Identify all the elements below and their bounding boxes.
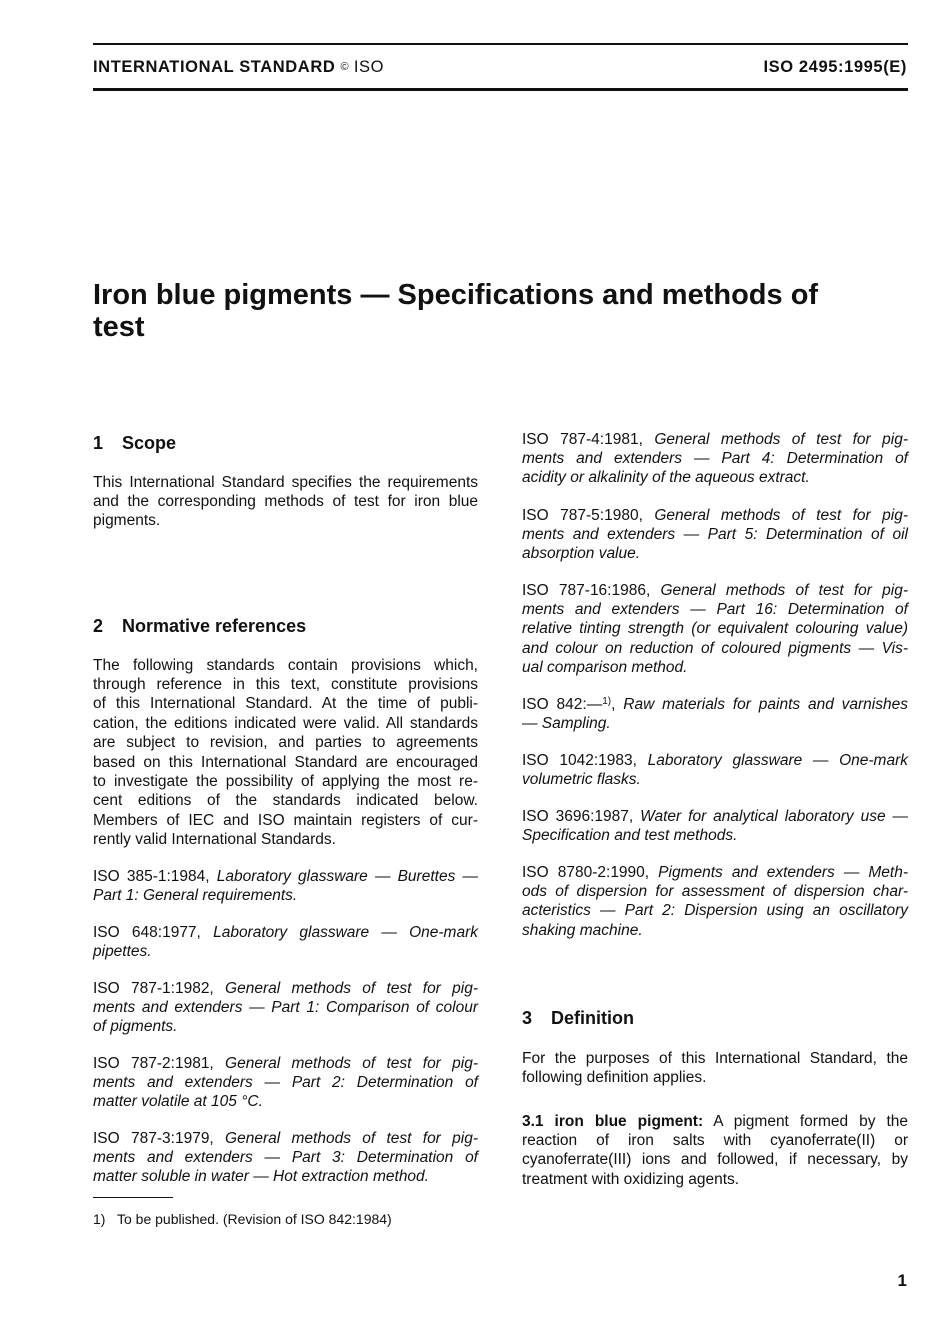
italic-text: General methods of test for pig- <box>225 1129 478 1147</box>
text-line <box>522 901 908 920</box>
text-line <box>522 600 908 619</box>
text-line <box>93 1054 478 1073</box>
italic-text: — Sampling. <box>522 714 611 732</box>
text-line <box>522 1068 908 1087</box>
text-run: ISO 648:1977, <box>93 923 214 941</box>
reference-entry <box>522 695 908 734</box>
text-line <box>93 656 478 675</box>
text-line <box>93 511 478 530</box>
text-run: reaction of iron salts with cyanoferrate(II) or <box>522 1131 908 1149</box>
text-line <box>93 979 478 998</box>
text-line <box>93 1092 478 1111</box>
reference-entry <box>93 923 478 962</box>
text-run: cyanoferrate(III) ions and followed, if necessary, by <box>522 1151 908 1169</box>
italic-text: and colour on reduction of coloured pigments — Vis- <box>522 639 908 657</box>
text-run: ISO 787-16:1986, <box>522 581 661 599</box>
text-run: Members of IEC and ISO maintain registers of cur- <box>93 811 478 829</box>
text-line <box>93 753 478 772</box>
italic-text: absorption value. <box>522 545 641 563</box>
text-line <box>522 619 908 638</box>
italic-text: General methods of test for pig- <box>654 506 908 524</box>
text-run: This International Standard specifies the requirements <box>93 473 478 491</box>
italic-text: Part 1: General requirements. <box>93 886 298 904</box>
text-line <box>93 1148 478 1167</box>
italic-text: ments and extenders — Part 3: Determination of <box>93 1148 478 1166</box>
italic-text: matter volatile at 105 °C. <box>93 1093 263 1111</box>
text-run: , <box>611 695 624 713</box>
text-line <box>93 886 478 905</box>
reference-entry <box>522 807 908 846</box>
italic-text: shaking machine. <box>522 921 643 939</box>
text-line <box>93 492 478 511</box>
text-run: rently valid International Standards. <box>93 831 336 849</box>
reference-entry <box>93 1054 478 1112</box>
italic-text: acidity or alkalinity of the aqueous extract. <box>522 469 810 487</box>
text-line <box>522 658 908 677</box>
section-title: Normative references <box>122 616 307 636</box>
text-run: ISO 787-5:1980, <box>522 506 655 524</box>
text-line <box>522 430 908 449</box>
text-line <box>93 694 478 713</box>
bold-text: iron blue pigment: <box>554 1112 704 1130</box>
text-line <box>522 1170 908 1189</box>
document-title: Iron blue pigments — Specifications and methods of test <box>93 279 819 343</box>
text-line <box>522 449 908 468</box>
text-line <box>522 714 908 733</box>
text-line <box>522 695 908 714</box>
text-run: ISO 787-1:1982, <box>93 979 226 997</box>
italic-text: Laboratory glassware — Burettes — <box>216 867 478 885</box>
text-line <box>522 639 908 658</box>
italic-text: acteristics — Part 2: Dispersion using an oscillatory <box>522 902 908 920</box>
text-line <box>522 506 908 525</box>
italic-text: General methods of test for pig- <box>225 1054 478 1072</box>
reference-entry <box>93 867 478 906</box>
header-top-rule <box>93 43 908 45</box>
header-standard-type: INTERNATIONAL STANDARD <box>93 58 336 76</box>
reference-entry <box>522 506 908 564</box>
text-line <box>93 811 478 830</box>
italic-text: matter soluble in water — Hot extraction method. <box>93 1168 429 1186</box>
footnote-rule <box>93 1197 173 1198</box>
normative-references-intro <box>93 656 478 850</box>
italic-text: Laboratory glassware — One-mark <box>647 751 908 769</box>
text-run: ISO 787-4:1981, <box>522 430 655 448</box>
reference-entry <box>522 751 908 790</box>
text-line <box>522 581 908 600</box>
section-title: Definition <box>551 1008 634 1028</box>
text-line <box>522 1131 908 1150</box>
reference-entry <box>522 581 908 678</box>
text-line <box>93 772 478 791</box>
italic-text: ods of dispersion for assessment of dispersion char- <box>522 882 908 900</box>
text-line <box>522 882 908 901</box>
text-line <box>522 468 908 487</box>
italic-text: Raw materials for paints and varnishes <box>623 695 908 713</box>
text-line <box>93 473 478 492</box>
text-line <box>93 791 478 810</box>
text-run: A pigment formed by the <box>703 1112 908 1130</box>
section-2-heading <box>93 615 306 637</box>
text-line <box>522 770 908 789</box>
header-document-id: ISO 2495:1995(E) <box>763 58 907 76</box>
text-line <box>522 826 908 845</box>
section-number: 3 <box>522 1008 533 1028</box>
italic-text: Laboratory glassware — One-mark <box>213 923 478 941</box>
text-line <box>522 751 908 770</box>
text-line <box>93 942 478 961</box>
section-number: 1 <box>93 433 104 453</box>
italic-text: volumetric flasks. <box>522 770 641 788</box>
text-run: ISO 787-2:1981, <box>93 1054 226 1072</box>
italic-text: Specification and test methods. <box>522 826 738 844</box>
reference-entry <box>93 979 478 1037</box>
text-run: ISO 1042:1983, <box>522 751 648 769</box>
text-run: ISO 385-1:1984, <box>93 867 217 885</box>
reference-entry <box>93 1129 478 1187</box>
text-line <box>93 1073 478 1092</box>
text-run: following definition applies. <box>522 1068 707 1086</box>
text-line <box>522 525 908 544</box>
text-run: ISO 787-3:1979, <box>93 1129 226 1147</box>
text-line <box>93 867 478 886</box>
text-run: through reference in this text, constitute provisions <box>93 675 478 693</box>
text-line <box>522 1112 908 1131</box>
italic-text: ual comparison method. <box>522 659 688 677</box>
italic-text: ments and extenders — Part 4: Determination of <box>522 449 908 467</box>
header-bottom-rule <box>93 88 908 91</box>
text-run: ISO 842:— <box>522 695 603 713</box>
header-standard-label <box>93 57 384 77</box>
text-line <box>93 830 478 849</box>
text-run: treatment with oxidizing agents. <box>522 1170 740 1188</box>
text-run: cation, the editions indicated were valid. All standards <box>93 714 478 732</box>
bold-text: 3.1 <box>522 1112 555 1130</box>
header-organization: ISO <box>353 58 385 76</box>
text-line <box>93 1129 478 1148</box>
copyright-symbol: © <box>340 61 349 73</box>
text-run: pigments. <box>93 512 161 530</box>
italic-text: ments and extenders — Part 2: Determination of <box>93 1073 478 1091</box>
page-number: 1 <box>897 1271 907 1290</box>
text-run: and the corresponding methods of test for iron blue <box>93 492 478 510</box>
italic-text: Pigments and extenders — Meth- <box>658 863 909 881</box>
text-line <box>93 1017 478 1036</box>
text-run: For the purposes of this International Standard, the <box>522 1049 908 1067</box>
footnote-marker: 1) <box>93 1211 106 1227</box>
text-line <box>522 1150 908 1169</box>
italic-text: of pigments. <box>93 1018 178 1036</box>
section-title: Scope <box>122 433 177 453</box>
footnote <box>93 1210 392 1228</box>
text-line <box>93 923 478 942</box>
text-run: cent editions of the standards indicated below. <box>93 792 478 810</box>
text-line <box>93 714 478 733</box>
scope-paragraph <box>93 473 478 531</box>
italic-text: General methods of test for pig- <box>225 979 478 997</box>
text-line <box>93 675 478 694</box>
section-number: 2 <box>93 616 104 636</box>
text-run: The following standards contain provisions which, <box>93 656 478 674</box>
italic-text: General methods of test for pig- <box>660 581 909 599</box>
text-run: of this International Standard. At the time of publi- <box>93 695 478 713</box>
definition-intro <box>522 1049 908 1088</box>
footnote-reference: 1) <box>602 695 612 707</box>
italic-text: ments and extenders — Part 16: Determination of <box>522 600 908 618</box>
text-run: are subject to revision, and parties to agreements <box>93 734 478 752</box>
text-run: to investigate the possibility of applying the most re- <box>93 772 478 790</box>
italic-text: pipettes. <box>93 942 152 960</box>
footnote-text: To be published. (Revision of ISO 842:1984) <box>117 1211 392 1227</box>
text-line <box>93 998 478 1017</box>
text-line <box>522 544 908 563</box>
definition-term-3-1 <box>522 1112 908 1190</box>
italic-text: General methods of test for pig- <box>654 430 908 448</box>
text-line <box>522 1049 908 1068</box>
reference-entry <box>522 863 908 941</box>
text-run: ISO 3696:1987, <box>522 807 641 825</box>
text-line <box>93 1167 478 1186</box>
reference-entry <box>522 430 908 488</box>
italic-text: relative tinting strength (or equivalent colouring value) <box>522 620 908 638</box>
text-line <box>93 733 478 752</box>
text-run: ISO 8780-2:1990, <box>522 863 659 881</box>
text-line <box>522 863 908 882</box>
text-line <box>522 807 908 826</box>
section-1-heading <box>93 432 176 454</box>
italic-text: Water for analytical laboratory use — <box>640 807 909 825</box>
italic-text: ments and extenders — Part 5: Determination of oil <box>522 525 908 543</box>
italic-text: ments and extenders — Part 1: Comparison of colour <box>93 998 478 1016</box>
text-run: based on this International Standard are encouraged <box>93 753 478 771</box>
section-3-heading <box>522 1007 634 1029</box>
text-line <box>522 921 908 940</box>
